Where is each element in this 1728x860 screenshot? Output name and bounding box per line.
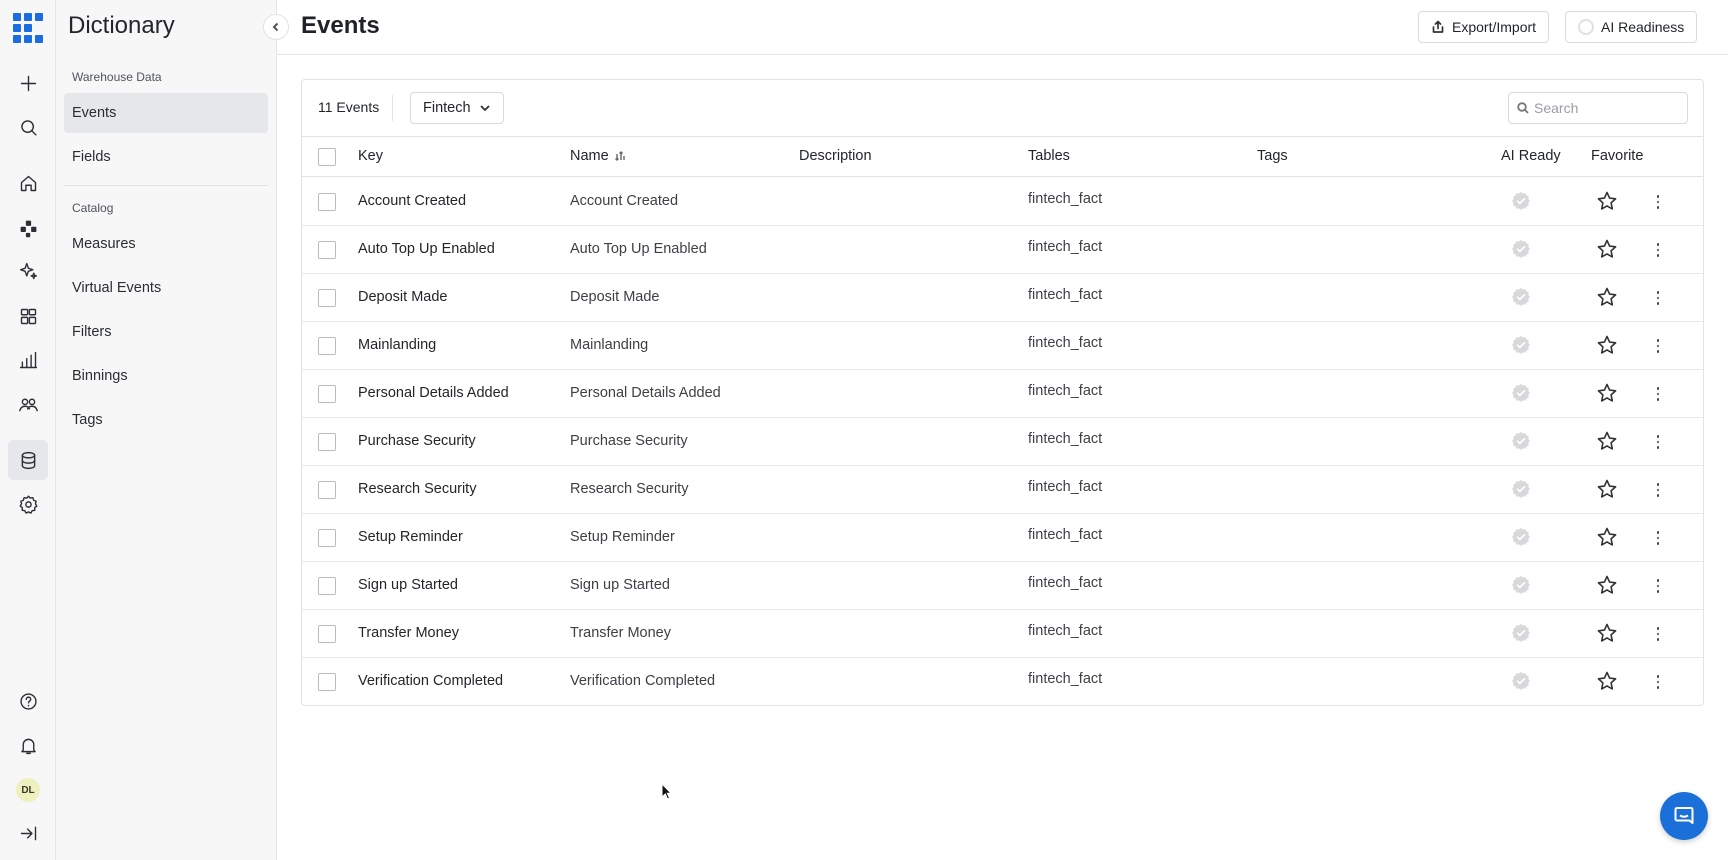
cell-name: Research Security	[570, 481, 689, 497]
column-label: AI Ready	[1501, 148, 1561, 164]
sidebar-item-events[interactable]	[64, 93, 268, 133]
ai-ready-badge-icon	[1511, 191, 1531, 211]
ai-ready-badge-icon	[1511, 335, 1531, 355]
dataset-dropdown-value: Fintech	[423, 100, 471, 116]
column-header-favorite[interactable]	[1591, 148, 1643, 164]
row-checkbox[interactable]	[318, 433, 336, 451]
gear-icon[interactable]	[8, 484, 48, 524]
row-checkbox[interactable]	[318, 193, 336, 211]
cell-table: fintech_fact	[1028, 287, 1103, 303]
ai-ready-badge-icon	[1511, 431, 1531, 451]
row-menu-icon[interactable]	[1651, 672, 1665, 692]
cell-key[interactable]: Transfer Money	[358, 625, 459, 641]
bar-chart-icon[interactable]	[8, 340, 48, 380]
sidebar-item-binnings[interactable]	[64, 356, 268, 396]
sort-icon	[614, 150, 626, 162]
cell-table: fintech_fact	[1028, 431, 1103, 447]
column-label: Key	[358, 148, 383, 164]
row-checkbox[interactable]	[318, 241, 336, 259]
sidebar-divider	[64, 185, 268, 186]
row-menu-icon[interactable]	[1651, 624, 1665, 644]
sidebar-item-label: Events	[72, 105, 117, 121]
bell-icon[interactable]	[8, 725, 48, 765]
search-input[interactable]	[1534, 100, 1684, 116]
cell-table: fintech_fact	[1028, 671, 1103, 687]
nodes-icon[interactable]	[8, 208, 48, 248]
chevron-down-icon	[479, 102, 491, 114]
favorite-star-icon[interactable]	[1596, 286, 1618, 308]
database-icon[interactable]	[8, 440, 48, 480]
sidebar-item-label: Binnings	[72, 368, 128, 384]
export-import-label: Export/Import	[1452, 19, 1537, 35]
table-row[interactable]	[302, 514, 1703, 562]
chat-launcher-button[interactable]	[1660, 792, 1708, 840]
sidebar-section-catalog: Catalog	[72, 201, 114, 215]
cell-name: Personal Details Added	[570, 385, 721, 401]
ai-ready-badge-icon	[1511, 623, 1531, 643]
help-icon[interactable]	[8, 681, 48, 721]
sparkle-icon[interactable]	[8, 251, 48, 291]
favorite-star-icon[interactable]	[1596, 334, 1618, 356]
favorite-star-icon[interactable]	[1596, 382, 1618, 404]
sidebar-title: Dictionary	[68, 12, 175, 39]
favorite-star-icon[interactable]	[1596, 526, 1618, 548]
ai-ready-badge-icon	[1511, 287, 1531, 307]
table-toolbar	[302, 80, 1703, 137]
cell-name: Purchase Security	[570, 433, 688, 449]
row-menu-icon[interactable]	[1651, 192, 1665, 212]
row-checkbox[interactable]	[318, 577, 336, 595]
row-menu-icon[interactable]	[1651, 384, 1665, 404]
table-row[interactable]	[302, 466, 1703, 514]
cell-key[interactable]: Mainlanding	[358, 337, 437, 353]
table-row[interactable]	[302, 658, 1703, 706]
cell-name: Transfer Money	[570, 625, 671, 641]
mouse-cursor-icon	[661, 783, 673, 801]
ai-ready-badge-icon	[1511, 479, 1531, 499]
cell-key[interactable]: Sign up Started	[358, 577, 458, 593]
events-count: 11 Events	[318, 99, 380, 115]
sidebar	[56, 0, 277, 860]
export-import-button[interactable]	[1418, 11, 1549, 43]
column-header-name[interactable]	[570, 148, 626, 164]
ai-ready-badge-icon	[1511, 527, 1531, 547]
column-label: Name	[570, 148, 609, 164]
cell-key[interactable]: Research Security	[358, 481, 477, 497]
ai-readiness-button[interactable]	[1565, 11, 1697, 43]
table-row[interactable]	[302, 418, 1703, 466]
column-header-ai-ready[interactable]	[1501, 148, 1561, 164]
ai-ready-badge-icon	[1511, 383, 1531, 403]
favorite-star-icon[interactable]	[1596, 670, 1618, 692]
share-icon	[1431, 20, 1445, 34]
cell-table: fintech_fact	[1028, 575, 1103, 591]
row-menu-icon[interactable]	[1651, 576, 1665, 596]
sidebar-item-label: Measures	[72, 236, 136, 252]
row-menu-icon[interactable]	[1651, 528, 1665, 548]
sidebar-item-filters[interactable]	[64, 312, 268, 352]
events-table-card	[301, 79, 1704, 706]
cell-table: fintech_fact	[1028, 527, 1103, 543]
cell-key[interactable]: Verification Completed	[358, 673, 504, 689]
users-icon[interactable]	[8, 384, 48, 424]
select-all-checkbox[interactable]	[318, 148, 336, 166]
column-label: Tables	[1028, 148, 1070, 164]
row-checkbox[interactable]	[318, 529, 336, 547]
column-header-key[interactable]	[358, 148, 383, 164]
table-header	[302, 137, 1703, 177]
sidebar-item-label: Tags	[72, 412, 103, 428]
column-header-tables[interactable]	[1028, 148, 1070, 164]
sidebar-section-warehouse: Warehouse Data	[72, 70, 162, 84]
cell-key[interactable]: Personal Details Added	[358, 385, 509, 401]
row-menu-icon[interactable]	[1651, 336, 1665, 356]
favorite-star-icon[interactable]	[1596, 238, 1618, 260]
ai-ready-badge-icon	[1511, 575, 1531, 595]
collapse-rail-icon[interactable]	[8, 813, 48, 853]
cell-key[interactable]: Purchase Security	[358, 433, 476, 449]
search-icon[interactable]	[8, 107, 48, 147]
sidebar-item-label: Fields	[72, 149, 111, 165]
page-title: Events	[301, 12, 380, 39]
table-row[interactable]	[302, 370, 1703, 418]
favorite-star-icon[interactable]	[1596, 430, 1618, 452]
favorite-star-icon[interactable]	[1596, 190, 1618, 212]
table-row[interactable]	[302, 226, 1703, 274]
table-row[interactable]	[302, 322, 1703, 370]
row-checkbox[interactable]	[318, 385, 336, 403]
cell-key[interactable]: Deposit Made	[358, 289, 448, 305]
cell-table: fintech_fact	[1028, 383, 1103, 399]
row-menu-icon[interactable]	[1651, 480, 1665, 500]
row-checkbox[interactable]	[318, 625, 336, 643]
home-icon[interactable]	[8, 163, 48, 203]
column-label: Tags	[1257, 148, 1288, 164]
favorite-star-icon[interactable]	[1596, 478, 1618, 500]
dataset-dropdown[interactable]	[410, 92, 504, 124]
chevron-left-icon	[270, 21, 282, 33]
search-icon	[1517, 102, 1529, 114]
cell-name: Setup Reminder	[570, 529, 675, 545]
column-label: Description	[799, 148, 872, 164]
cell-key[interactable]: Auto Top Up Enabled	[358, 241, 495, 257]
progress-ring-icon	[1578, 19, 1594, 35]
column-header-tags[interactable]	[1257, 148, 1288, 164]
avatar[interactable]: DL	[16, 778, 40, 802]
column-header-description[interactable]	[799, 148, 872, 164]
table-row[interactable]	[302, 274, 1703, 322]
favorite-star-icon[interactable]	[1596, 574, 1618, 596]
search-box[interactable]	[1508, 92, 1688, 124]
sidebar-item-fields[interactable]	[64, 137, 268, 177]
sidebar-item-virtual-events[interactable]	[64, 268, 268, 308]
cell-key[interactable]: Setup Reminder	[358, 529, 463, 545]
table-row[interactable]	[302, 178, 1703, 226]
row-checkbox[interactable]	[318, 337, 336, 355]
cell-name: Mainlanding	[570, 337, 649, 353]
sidebar-item-label: Filters	[72, 324, 112, 340]
cell-table: fintech_fact	[1028, 623, 1103, 639]
cell-table: fintech_fact	[1028, 191, 1103, 207]
ai-readiness-label: AI Readiness	[1601, 19, 1685, 35]
dashboard-icon[interactable]	[8, 296, 48, 336]
row-menu-icon[interactable]	[1651, 288, 1665, 308]
cell-name: Auto Top Up Enabled	[570, 241, 707, 257]
page-header	[277, 0, 1728, 55]
row-checkbox[interactable]	[318, 289, 336, 307]
cell-name: Sign up Started	[570, 577, 670, 593]
table-row[interactable]	[302, 610, 1703, 658]
collapse-sidebar-button[interactable]	[263, 14, 289, 40]
cell-name: Deposit Made	[570, 289, 660, 305]
ai-ready-badge-icon	[1511, 671, 1531, 691]
toolbar-divider	[392, 95, 393, 121]
favorite-star-icon[interactable]	[1596, 622, 1618, 644]
cell-key[interactable]: Account Created	[358, 193, 467, 209]
table-row[interactable]	[302, 562, 1703, 610]
row-menu-icon[interactable]	[1651, 432, 1665, 452]
cell-table: fintech_fact	[1028, 335, 1103, 351]
row-menu-icon[interactable]	[1651, 240, 1665, 260]
app-logo-icon[interactable]	[13, 13, 43, 43]
sidebar-item-tags[interactable]	[64, 400, 268, 440]
row-checkbox[interactable]	[318, 673, 336, 691]
sidebar-item-measures[interactable]	[64, 224, 268, 264]
sidebar-item-label: Virtual Events	[72, 280, 162, 296]
cell-name: Account Created	[570, 193, 679, 209]
ai-ready-badge-icon	[1511, 239, 1531, 259]
plus-icon[interactable]	[8, 63, 48, 103]
cell-table: fintech_fact	[1028, 239, 1103, 255]
cell-table: fintech_fact	[1028, 479, 1103, 495]
column-label: Favorite	[1591, 148, 1644, 164]
chat-icon	[1672, 804, 1696, 828]
icon-rail	[0, 0, 56, 860]
row-checkbox[interactable]	[318, 481, 336, 499]
cell-name: Verification Completed	[570, 673, 716, 689]
